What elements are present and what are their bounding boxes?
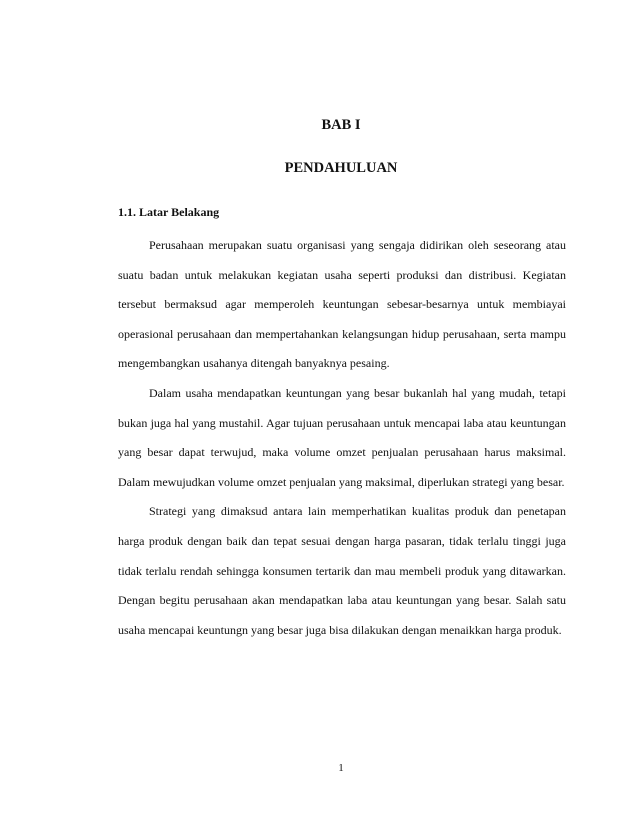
body-text <box>118 231 566 645</box>
section-heading: 1.1. Latar Belakang <box>118 205 220 219</box>
paragraph-2: Dalam usaha mendapatkan keuntungan yang besar bukanlah hal yang mudah, tetapi bukan juga hal yang mustahil. Agar tujuan perusahaan untuk mencapai laba atau keuntungan yang besar dapat terwujud, maka volume omzet penjualan perusahaan harus maksimal. Dalam mewujudkan volume omzet penjualan yang maksimal, diperlukan strategi yang besar. <box>118 385 566 489</box>
chapter-number: BAB I <box>321 117 361 133</box>
paragraph-1: Perusahaan merupakan suatu organisasi yang sengaja didirikan oleh seseorang atau suatu badan untuk melakukan kegiatan usaha seperti produksi dan distribusi. Kegiatan tersebut bermaksud agar memperoleh keuntungan sebesar-besarnya untuk membiayai operasional perusahaan dan mempertahankan kelangsungan hidup perusahaan, serta mampu mengembangkan usahanya ditengah banyaknya pesaing. <box>118 238 566 371</box>
paragraph-3: Strategi yang dimaksud antara lain memperhatikan kualitas produk dan penetapan harga produk dengan baik dan tepat sesuai dengan harga pasaran, tidak terlalu tinggi juga tidak terlalu rendah sehingga konsumen tertarik dan mau membeli produk yang ditawarkan. Dengan begitu perusahaan akan mendapatkan laba atau keuntungan yang besar. Salah satu usaha mencapai keuntungn yang besar juga bisa dilakukan dengan menaikkan harga produk. <box>118 504 566 637</box>
page-number: 1 <box>338 762 344 774</box>
chapter-title: PENDAHULUAN <box>284 160 398 176</box>
